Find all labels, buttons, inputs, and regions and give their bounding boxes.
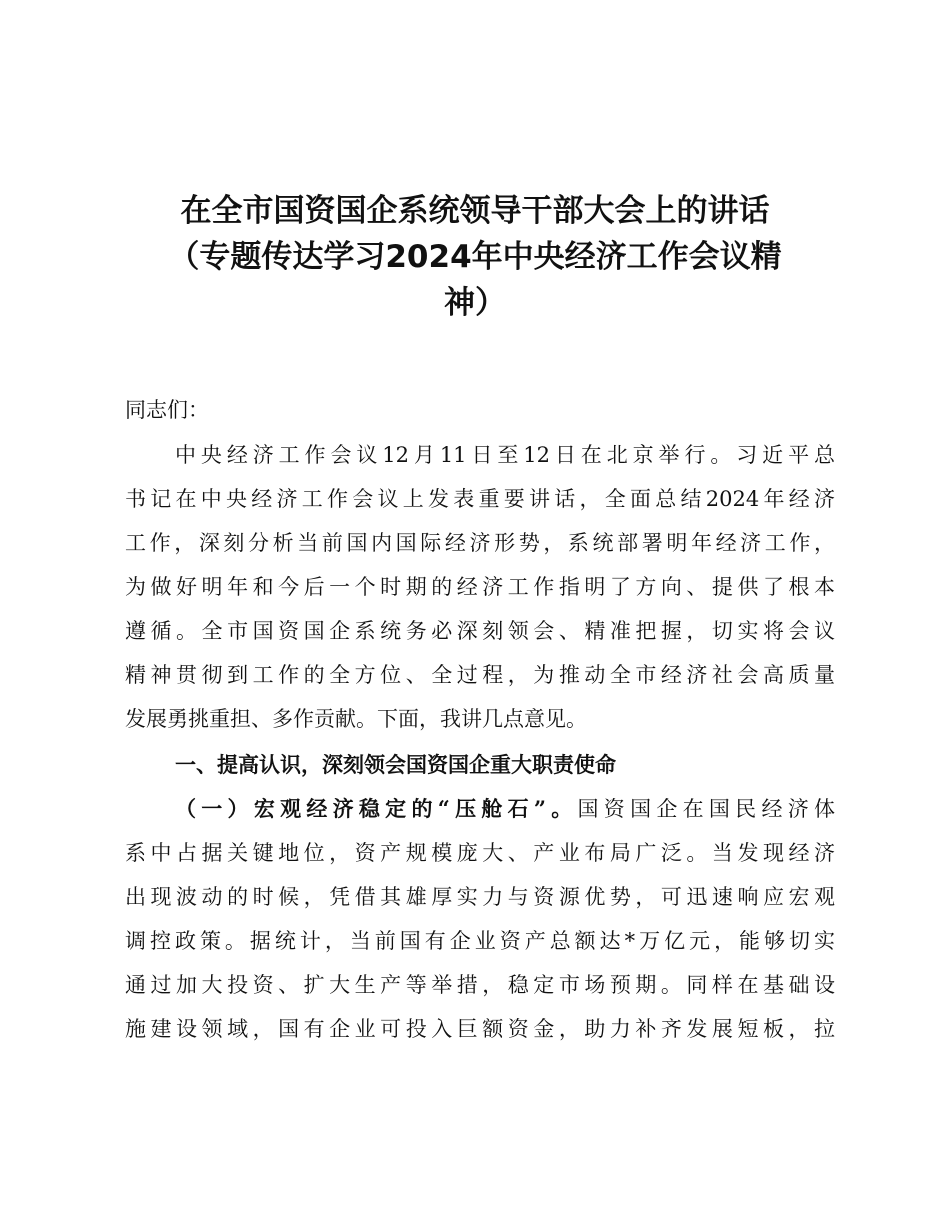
paragraph-1-line-3: 工作，深刻分析当前国内国际经济形势，系统部署明年经济工作，: [125, 531, 835, 555]
paragraph-1-line-2: 书记在中央经济工作会议上发表重要讲话，全面总结2024年经济: [125, 487, 835, 511]
subsection-1-line-4: 调控政策。据统计，当前国有企业资产总额达*万亿元，能够切实: [125, 929, 835, 953]
subsection-1-first-line-text: 国资国企在国民经济体: [577, 797, 835, 821]
subsection-1-line-1: [125, 794, 835, 824]
paragraph-1-line-7: 发展勇挑重担、多作贡献。下面，我讲几点意见。: [125, 707, 587, 731]
subsection-1-lead: （一）宏观经济稳定的“压舱石”。: [175, 796, 578, 821]
paragraph-1-line-1: 中央经济工作会议12月11日至12日在北京举行。习近平总: [175, 443, 835, 467]
paragraph-1-line-5: 遵循。全市国资国企系统务必深刻领会、精准把握，切实将会议: [125, 619, 835, 643]
title-line-1: 在全市国资国企系统领导干部大会上的讲话: [180, 193, 770, 229]
subsection-1-line-5: 通过加大投资、扩大生产等举措，稳定市场预期。同样在基础设: [125, 973, 835, 997]
document-title: [125, 188, 825, 326]
subsection-1-line-6: 施建设领域，国有企业可投入巨额资金，助力补齐发展短板，拉: [125, 1017, 835, 1041]
paragraph-1-line-4: 为做好明年和今后一个时期的经济工作指明了方向、提供了根本: [125, 575, 835, 599]
section-1-heading: 一、提高认识，深刻领会国资国企重大职责使命: [175, 753, 616, 777]
paragraph-1-line-6: 精神贯彻到工作的全方位、全过程，为推动全市经济社会高质量: [125, 663, 835, 687]
subsection-1-line-3: 出现波动的时候，凭借其雄厚实力与资源优势，可迅速响应宏观: [125, 885, 835, 909]
subsection-1-line-2: 系中占据关键地位，资产规模庞大、产业布局广泛。当发现经济: [125, 841, 835, 865]
title-line-2: （专题传达学习2024年中央经济工作会议精: [168, 239, 782, 275]
title-line-3: 神）: [444, 285, 506, 321]
greeting: 同志们：: [125, 398, 209, 422]
